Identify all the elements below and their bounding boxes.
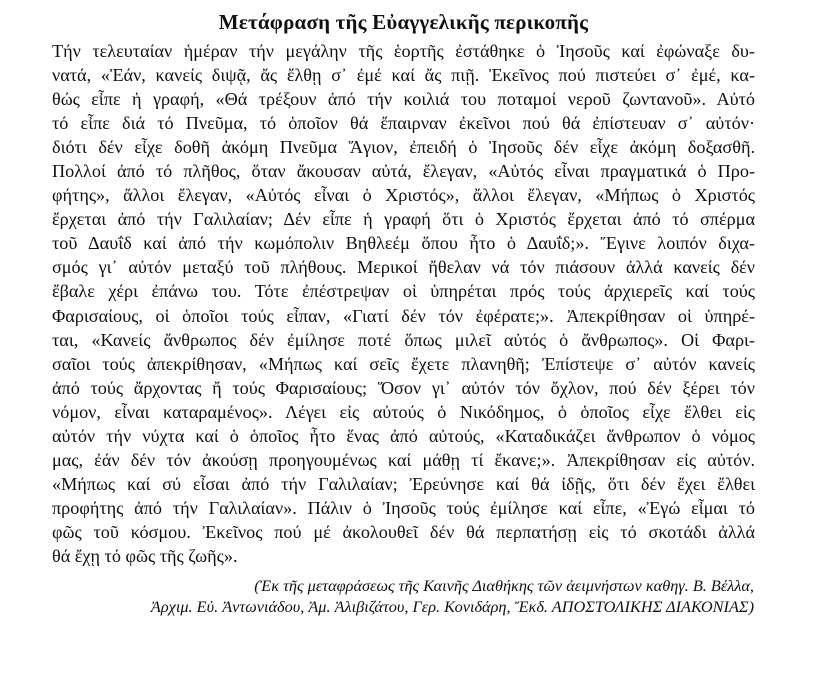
text-line: νατά, «Ἐάν, κανείς διψᾷ, ἄς ἔλθῃ σ᾿ ἐμέ καί ἄς πιῇ. Ἐκεῖνος πού πιστεύει σ᾿ ἐμέ, κα-: [52, 65, 755, 86]
text-line: ται, «Κανείς ἄνθρωπος δέν ἐμίλησε ποτέ ὅπως μιλεῖ αὐτός ὁ ἄνθρωπος». Οἱ Φαρι-: [52, 329, 755, 350]
text-line: «Μήπως καί σύ εἶσαι ἀπό τήν Γαλιλαίαν; Ἐρεύνησε καί θά ἰδῇς, ὅτι δέν ἔχει ἔλθει: [52, 473, 755, 494]
text-line: Πολλοί ἀπό τό πλῆθος, ὅταν ἄκουσαν αὐτά, ἔλεγαν, «Αὐτός εἶναι πραγματικά ὁ Προ-: [52, 161, 755, 182]
text-line: διότι δέν εἶχε δοθῆ ἀκόμη Πνεῦμα Ἅγιον, ἐπειδή ὁ Ἰησοῦς δέν εἶχε ἀκόμη δοξασθῆ.: [52, 137, 755, 158]
translation-paragraph: [52, 39, 755, 568]
text-line: φῶς τοῦ κόσμου. Ἐκεῖνος πού μέ ἀκολουθεῖ δέν θά περπατήσῃ εἰς τό σκοτάδι ἀλλά: [52, 521, 755, 542]
text-line: αὐτόν τήν νύχτα καί ὁ ὁποῖος ἦτο ἕνας ἀπό αὐτούς, «Καταδικάζει ἄνθρωπον ὁ νόμος: [52, 425, 755, 446]
text-line: ἀπό τούς ἄρχοντας ἤ τούς Φαρισαίους; Ὅσον γι᾿ αὐτόν τόν ὄχλον, πού δέν ξέρει τόν: [52, 377, 755, 398]
text-line: θώς εἶπε ἡ γραφή, «Θά τρέξουν ἀπό τήν κοιλιά του ποταμοί νεροῦ ζωντανοῦ». Αὐτό: [52, 89, 755, 110]
text-line: Φαρισαίους, οἱ ὁποῖοι τούς εἶπαν, «Γιατί δέν τόν ἐφέρατε;». Ἀπεκρίθησαν οἱ ὑπηρέ-: [52, 305, 755, 326]
text-line: φήτης», ἄλλοι ἔλεγαν, «Αὐτός εἶναι ὁ Χριστός», ἄλλοι ἔλεγαν, «Μήπως ὁ Χριστός: [52, 185, 755, 206]
text-line: σαῖοι τούς ἀπεκρίθησαν, «Μήπως καί σεῖς ἔχετε πλανηθῆ; Ἐπίστεψε σ᾿ αὐτόν κανείς: [52, 353, 755, 374]
text-line: θά ἔχῃ τό φῶς τῆς ζωῆς».: [52, 545, 238, 566]
text-line: μας, ἐάν δέν τόν ἀκούσῃ προηγουμένως καί μάθῃ τί ἔκανε;». Ἀπεκρίθησαν εἰς αὐτόν.: [52, 449, 755, 470]
text-line: προφήτης ἀπό τήν Γαλιλαίαν». Πάλιν ὁ Ἰησοῦς τούς ἐμίλησε καί εἶπε, «Ἐγώ εἶμαι τό: [52, 497, 755, 518]
text-line: σμός γι᾿ αὐτόν μεταξύ τοῦ πλήθους. Μερικοί ἤθελαν νά τόν πιάσουν ἀλλά κανείς δέν: [52, 257, 755, 278]
text-line: νόμον, εἶναι καταραμένος». Λέγει εἰς αὐτούς ὁ Νικόδημος, ὁ ὁποῖος εἶχε ἔλθει εἰς: [52, 401, 755, 422]
document-page: [52, 0, 755, 617]
text-line: τοῦ Δαυΐδ καί ἀπό τήν κωμόπολιν Βηθλεέμ ὅπου ἦτο ὁ Δαυΐδ;». Ἔγινε λοιπόν διχα-: [52, 233, 755, 254]
page-title: Μετάφραση τῆς Εὐαγγελικῆς περικοπῆς: [218, 10, 589, 34]
text-line: Τήν τελευταίαν ἡμέραν τήν μεγάλην τῆς ἑορτῆς ἐστάθηκε ὁ Ἰησοῦς καί ἐφώναξε δυ-: [52, 41, 755, 61]
text-line: ἔρχεται ἀπό τήν Γαλιλαίαν; Δέν εἶπε ἡ γραφή ὅτι ὁ Χριστός ἔρχεται ἀπό τό σπέρμα: [52, 209, 755, 230]
source-citation: [52, 575, 755, 617]
citation-line-2: Ἀρχιμ. Εὐ. Ἀντωνιάδου, Ἀμ. Ἀλιβιζάτου, Γερ. Κονιδάρη, Ἔκδ. ΑΠΟΣΤΟΛΙΚΗΣ ΔΙΑΚΟΝΙΑΣ): [150, 597, 754, 617]
text-line: τό εἶπε διά τό Πνεῦμα, τό ὁποῖον θά ἔπαιρναν ἐκεῖνοι πού θά ἐπίστευαν σ᾿ αὐτόν·: [52, 113, 755, 134]
text-line: ἔβαλε χέρι ἐπάνω του. Τότε ἐπέστρεψαν οἱ ὑπηρέται πρός τούς ἀρχιερεῖς καί τούς: [52, 281, 755, 302]
citation-line-1: (Ἐκ τῆς μεταφράσεως τῆς Καινῆς Διαθήκης τῶν ἀειμνήστων καθηγ. Β. Βέλλα,: [254, 576, 754, 596]
